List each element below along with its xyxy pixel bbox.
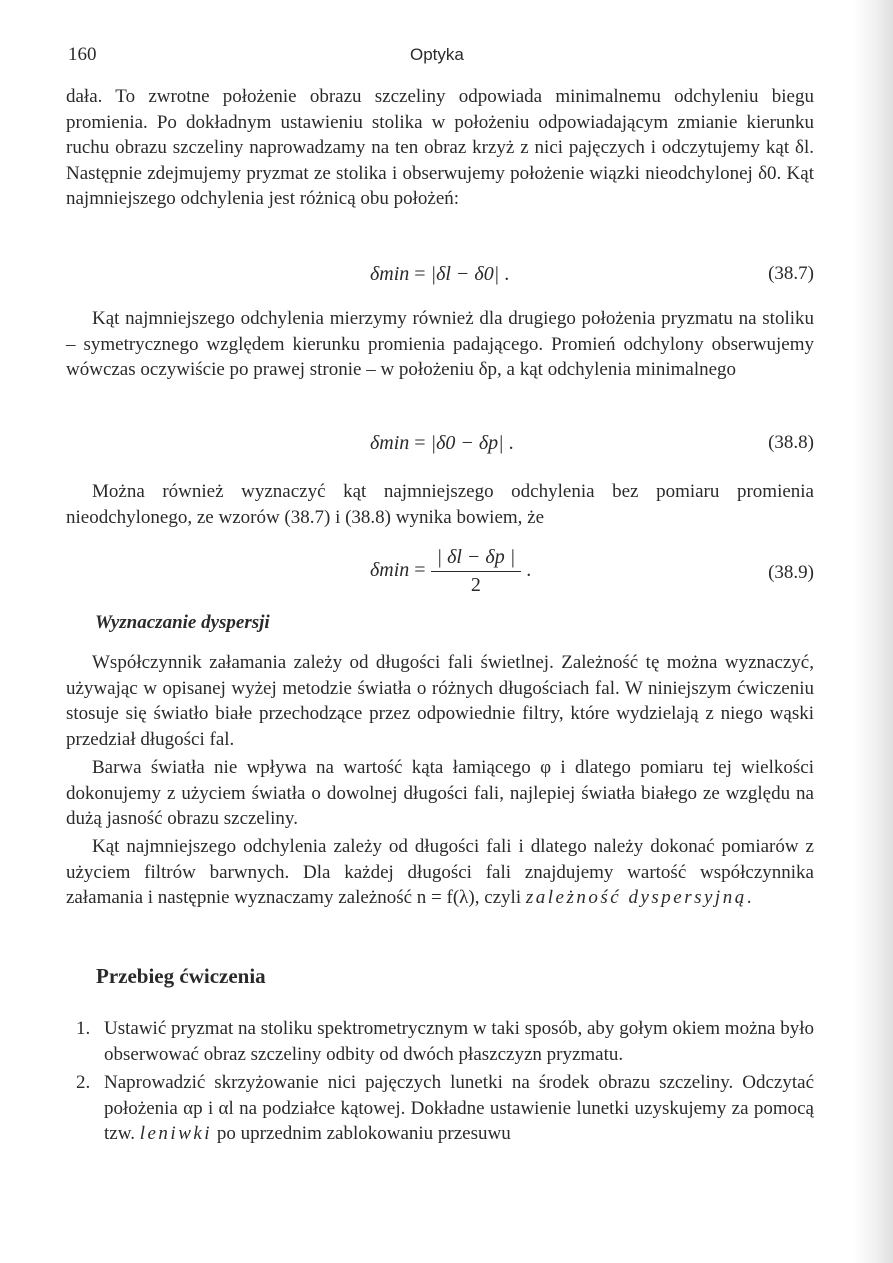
page-gutter-shadow <box>853 0 893 1263</box>
list-item <box>66 1016 814 1067</box>
paragraph-4: Współczynnik załamania zależy od długości fali świetlnej. Zależność tę można wyznaczyć, używając w opisanej wyżej metodzie światła o różnych długościach fal. W niniejszym ćwiczeniu stosuje się światło białe przechodzące przez odpowiednie filtry, które wydzielają z niego wąski przedział długości fal. <box>66 652 814 750</box>
page-number: 160 <box>68 44 97 65</box>
list-item-text: Naprowadzić skrzyżowanie nici pajęczych lunetki na środek obrazu szczeliny. Odczytać położenia αp i αl na podziałce kątowej. Dokładne ustawienie lunetki uzyskujemy za pomocą tzw. <box>104 1072 814 1144</box>
equation-38-9 <box>340 546 820 602</box>
subheading: Wyznaczanie dyspersji <box>95 612 270 633</box>
equation-38-7 <box>340 259 820 299</box>
paragraph-1: dała. To zwrotne położenie obrazu szczeliny odpowiada minimalnemu odchyleniu biegu promienia. Po dokładnym ustawieniu stolika w położeniu odpowiadającym zmianie kierunku ruchu obrazu szczeliny naprowadzamy na ten obraz krzyż z nici pajęczych i odczytujemy kąt δl. Następnie zdejmujemy pryzmat ze stolika i obserwujemy położenie wiązki nieodchylonej δ0. Kąt najmniejszego odchylenia jest różnicą obu położeń: <box>66 86 814 209</box>
list-item-text-end: po uprzednim zablokowaniu przesuwu <box>212 1123 511 1144</box>
list-item-marker: 1. <box>76 1018 91 1039</box>
equation-fraction <box>431 546 522 597</box>
section-title: Przebieg ćwiczenia <box>96 964 266 988</box>
list-item-emphasis: leniwki <box>139 1123 213 1144</box>
equation-expression: δmin = |δ0 − δp| . <box>370 432 514 454</box>
equation-tail: . <box>526 559 532 582</box>
paragraph-5: Barwa światła nie wpływa na wartość kąta łamiącego φ i dlatego pomiaru tej wielkości dokonujemy z użyciem światła o dowolnej długości fali, najlepiej światła białego ze względu na dużą jasność obrazu szczeliny. <box>66 757 814 829</box>
list-item-text: Ustawić pryzmat na stoliku spektrometrycznym w taki sposób, aby gołym okiem można było obserwować obraz szczeliny odbity od dwóch płaszczyzn pryzmatu. <box>104 1018 814 1065</box>
equation-number: (38.9) <box>768 562 814 583</box>
equation-lhs: δmin <box>370 263 410 285</box>
equation-rhs: |δl − δ0| <box>430 263 500 285</box>
paragraph-2: Kąt najmniejszego odchylenia mierzymy również dla drugiego położenia pryzmatu na stoliku – symetrycznego względem kierunku promienia padającego. Promień odchylony obserwujemy wówczas oczywiście po prawej stronie – w położeniu δp, a kąt odchylenia minimalnego <box>66 308 814 380</box>
running-title: Optyka <box>410 45 464 64</box>
equation-number: (38.7) <box>768 263 814 284</box>
equation-number: (38.8) <box>768 432 814 453</box>
equation-38-8 <box>340 428 820 468</box>
paragraph-3: Można również wyznaczyć kąt najmniejszego odchylenia bez pomiaru promienia nieodchylonego, ze wzorów (38.7) i (38.8) wynika bowiem, że <box>66 481 814 528</box>
equation-expression: δmin = |δl − δ0| . <box>370 263 510 285</box>
list-item <box>66 1070 814 1147</box>
paragraph-6-end: . <box>746 887 752 908</box>
steps-list <box>66 1016 814 1147</box>
equation-rhs: |δ0 − δp| <box>430 432 504 454</box>
paragraph-6-text: Kąt najmniejszego odchylenia zależy od długości fali i dlatego należy dokonać pomiarów z użyciem filtrów barwnych. Dla każdej długości fali znajdujemy wartość współczynnika załamania i następnie wyznaczamy zależność n = f(λ), czyli <box>66 836 814 908</box>
equation-lhs: δmin <box>370 559 410 582</box>
equation-tail: . <box>504 263 510 285</box>
fraction-denominator: 2 <box>470 574 481 596</box>
fraction-numerator: | δl − δp | <box>431 546 522 572</box>
equation-lhs: δmin <box>370 432 410 454</box>
equation-tail: . <box>508 432 514 454</box>
list-item-marker: 2. <box>76 1072 91 1093</box>
equation-expression: δmin = $\frac{| \delta l - \delta p |}{2}$ . <box>370 546 532 596</box>
paragraph-6 <box>66 834 814 911</box>
paragraph-6-emphasis: zależność dyspersyjną <box>525 887 747 908</box>
